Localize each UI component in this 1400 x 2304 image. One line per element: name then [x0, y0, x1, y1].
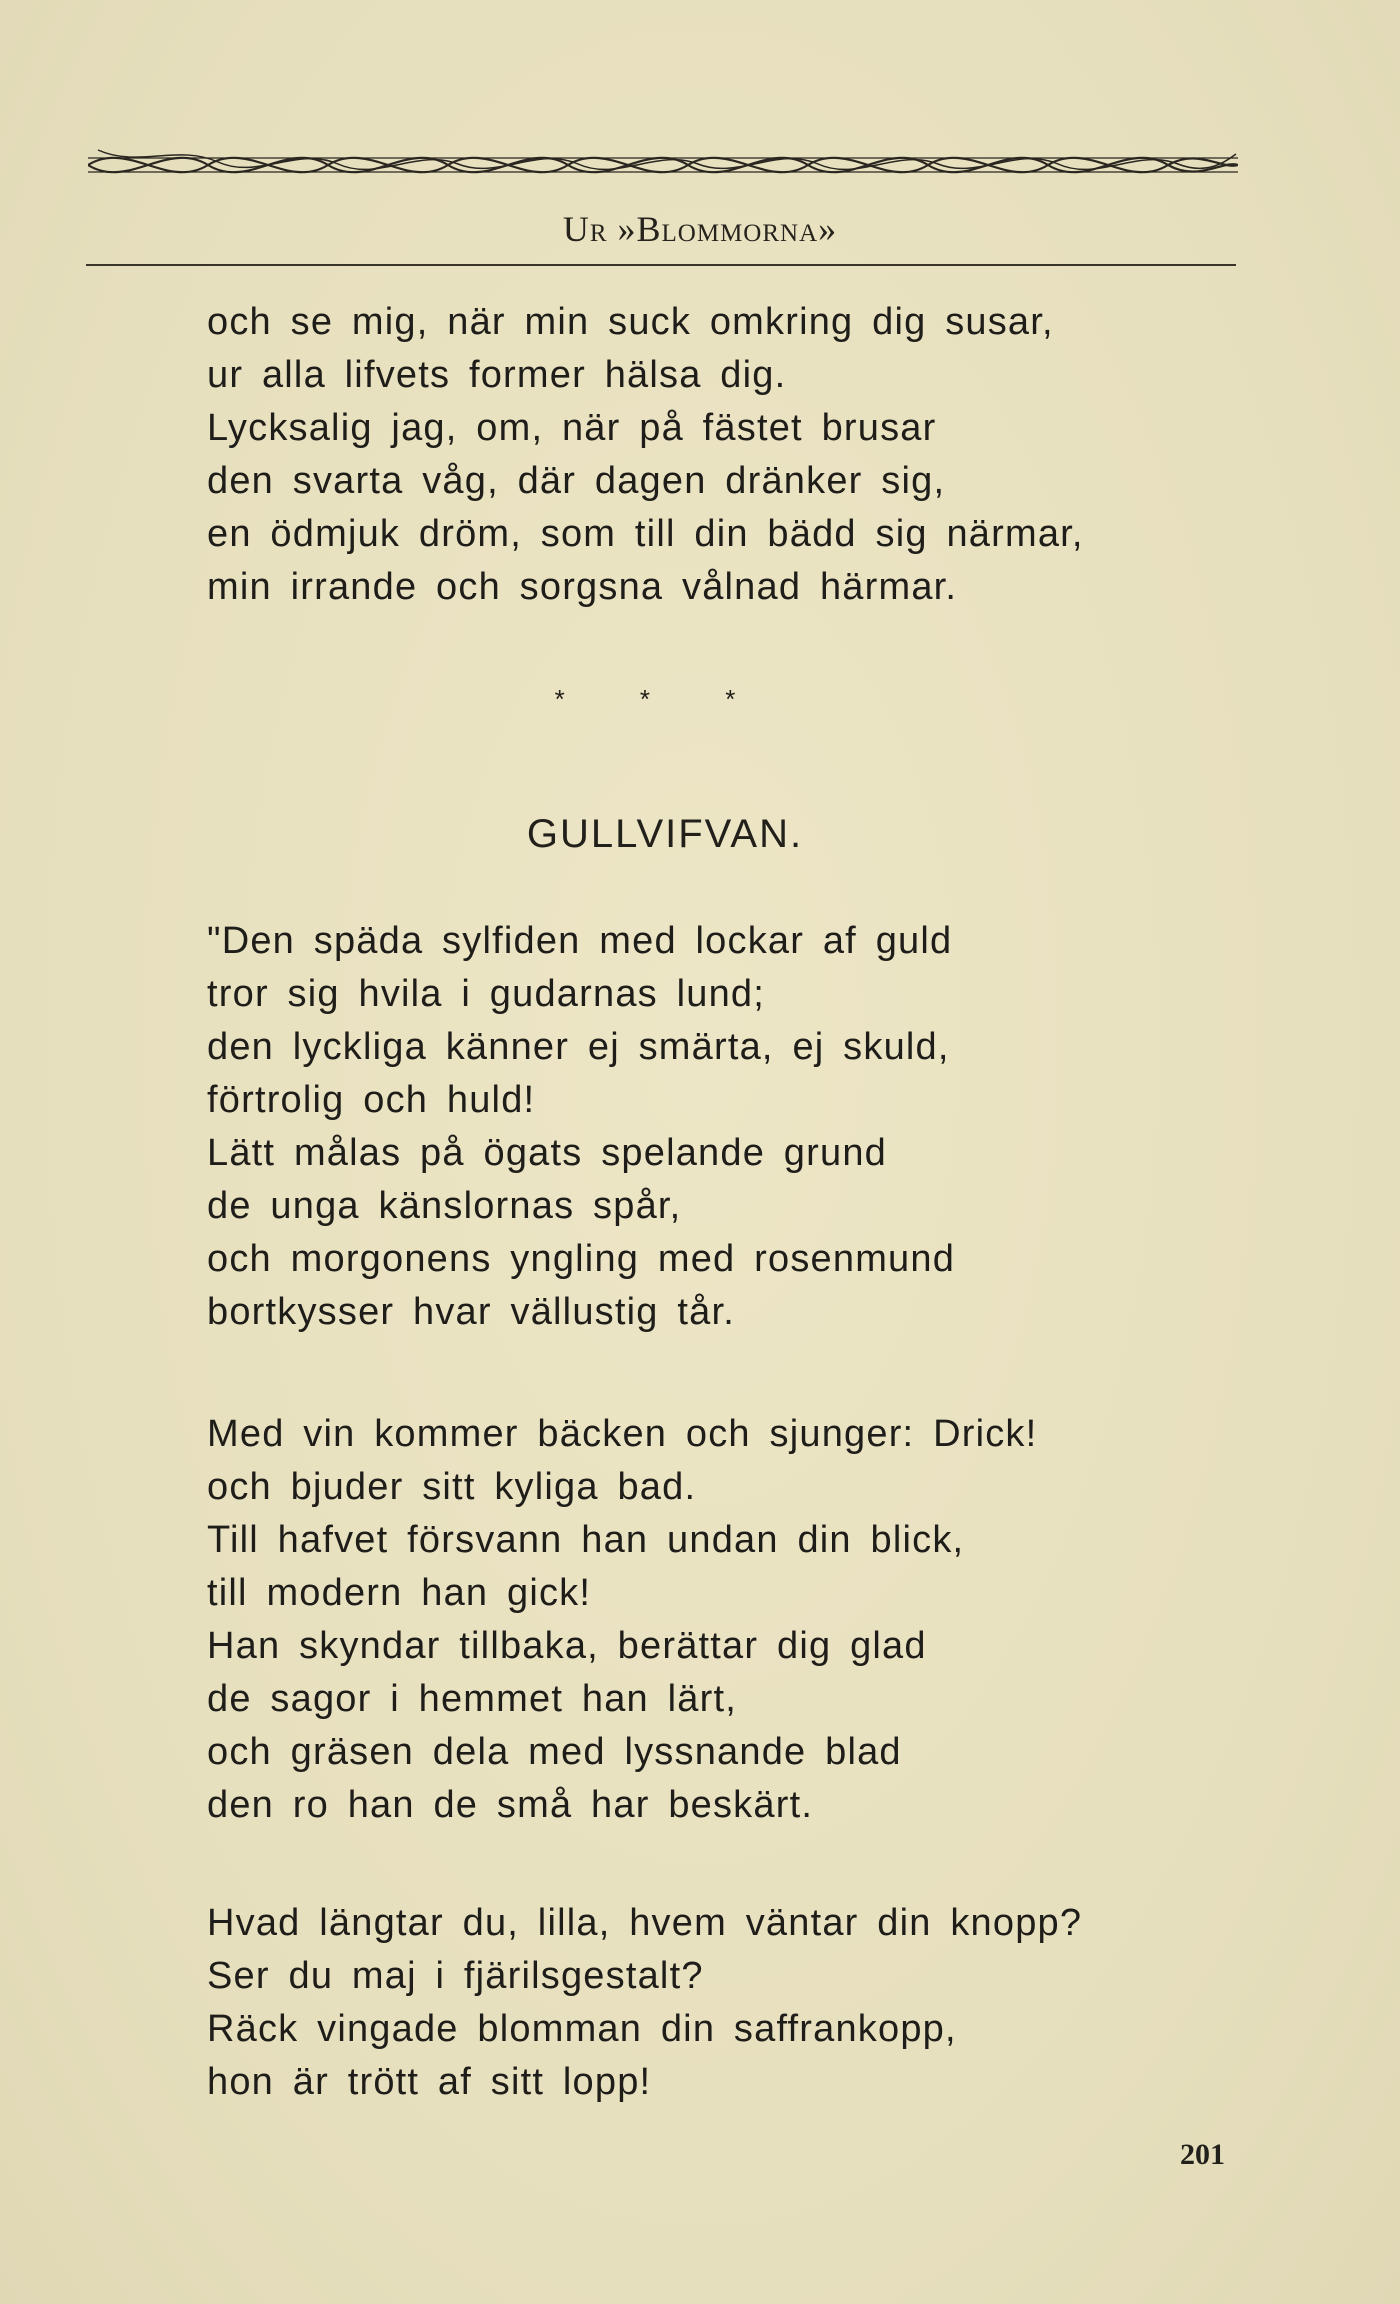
verse-stanza-3	[207, 1897, 1082, 2109]
verse-stanza-previous-poem-end	[207, 296, 1084, 614]
verse-stanza-2	[207, 1408, 1037, 1832]
verse-line: förtrolig och huld!	[207, 1079, 536, 1121]
verse-line: hon är trött af sitt lopp!	[207, 2061, 652, 2103]
running-head: Ur »Blommorna»	[562, 209, 838, 249]
verse-line: den svarta våg, där dagen dränker sig,	[207, 460, 946, 502]
verse-line: Till hafvet försvann han undan din blick,	[207, 1519, 965, 1561]
verse-line: Hvad längtar du, lilla, hvem väntar din knopp?	[207, 1902, 1083, 1944]
decorative-ornament-band	[88, 140, 1238, 190]
verse-line: Ser du maj i fjärilsgestalt?	[207, 1955, 704, 1997]
verse-line: tror sig hvila i gudarnas lund;	[207, 973, 766, 1015]
verse-line: Han skyndar tillbaka, berättar dig glad	[207, 1625, 927, 1667]
verse-line: Med vin kommer bäcken och sjunger: Drick!	[207, 1413, 1038, 1455]
verse-line: den ro han de små har beskärt.	[207, 1784, 814, 1826]
page-number: 201	[1180, 2138, 1225, 2171]
verse-line: min irrande och sorgsna vålnad härmar.	[207, 566, 958, 608]
verse-line: och se mig, när min suck omkring dig susar,	[207, 301, 1054, 343]
verse-line: och morgonens yngling med rosenmund	[207, 1238, 956, 1280]
verse-line: Lycksalig jag, om, när på fästet brusar	[207, 407, 937, 449]
verse-stanza-1	[207, 915, 955, 1339]
verse-line: Lätt målas på ögats spelande grund	[207, 1132, 887, 1174]
verse-line: ur alla lifvets former hälsa dig.	[207, 354, 787, 396]
header-rule	[86, 264, 1236, 266]
verse-line: bortkysser hvar vällustig tår.	[207, 1291, 735, 1333]
verse-line: och gräsen dela med lyssnande blad	[207, 1731, 902, 1773]
verse-line: "Den späda sylfiden med lockar af guld	[207, 920, 953, 962]
verse-line: den lyckliga känner ej smärta, ej skuld,	[207, 1026, 950, 1068]
verse-line: och bjuder sitt kyliga bad.	[207, 1466, 697, 1508]
verse-line: till modern han gick!	[207, 1572, 592, 1614]
verse-line: en ödmjuk dröm, som till din bädd sig närmar,	[207, 513, 1084, 555]
poem-title: GULLVIFVAN.	[526, 812, 804, 856]
section-separator-asterisks: * * *	[554, 684, 770, 714]
verse-line: Räck vingade blomman din saffrankopp,	[207, 2008, 957, 2050]
verse-line: de unga känslornas spår,	[207, 1185, 682, 1227]
verse-line: de sagor i hemmet han lärt,	[207, 1678, 737, 1720]
